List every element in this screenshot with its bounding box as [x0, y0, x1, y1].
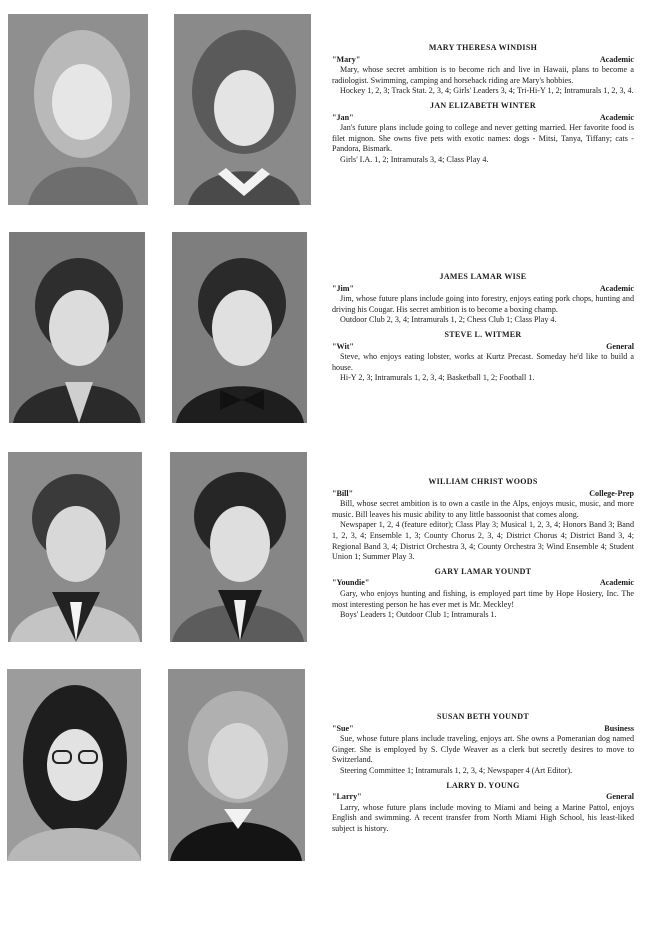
student-activities: Hockey 1, 2, 3; Track Stat. 2, 3, 4; Girls' Leaders 3, 4; Tri-Hi-Y 1, 2; Intramurals 1, 2, 3, 4.	[340, 86, 634, 96]
student-course: Academic	[599, 283, 634, 293]
nickname-course-line	[332, 578, 634, 589]
student-bio: Bill, whose secret ambition is to own a castle in the Alps, enjoys music, music, and more music. Bill leaves his music ability to any little bassoonist that comes along.	[332, 499, 634, 519]
student-nickname: "Wit"	[332, 341, 354, 351]
student-nickname: "Mary"	[332, 54, 361, 64]
student-bio: Jan's future plans include going to college and never getting married. Her favorite food is filet mignon. She owns five pets with exotic names: dogs - Mitsi, Tanya, Tiffany; cats - Pandora, Bismark.	[332, 123, 634, 154]
nickname-course-line	[332, 284, 634, 295]
portrait-jan-winter	[174, 14, 311, 205]
student-activities: Newspaper 1, 2, 4 (feature editor); Class Play 3; Musical 1, 2, 3, 4; Honors Band 3; Band 1, 2, 3, 4; Ensemble 1, 3; County Chorus 2, 3, 4; District Chorus 4; District Band 3, 4; Regional Band 3, 4; District Orchestra 3, 4; County Orchestra 3; Wind Ensemble 4; Student Union 1; Summer Play 3.	[332, 520, 634, 562]
student-nickname: "Jim"	[332, 283, 355, 293]
student-bio: Mary, whose secret ambition is to become rich and live in Hawaii, plans to become a radiologist. Swimming, camping and horseback riding are Mary's hobbies.	[332, 65, 634, 85]
nickname-course-line	[332, 792, 634, 803]
student-activities: Steering Committee 1; Intramurals 1, 2, 3, 4; Newspaper 4 (Art Editor).	[340, 765, 573, 775]
entries-row-1	[332, 43, 634, 170]
student-course: Academic	[599, 578, 634, 588]
nickname-course-line	[332, 724, 634, 735]
student-name: GARY LAMAR YOUNDT	[434, 566, 532, 576]
student-name: WILLIAM CHRIST WOODS	[428, 477, 538, 486]
entry-william-woods	[332, 477, 634, 563]
student-bio: Gary, who enjoys hunting and fishing, is employed part time by Hope Hosiery, Inc. The most interesting person he has ever met is Mr. Meckley!	[332, 588, 634, 609]
student-nickname: "Bill"	[332, 488, 354, 498]
entry-jan-winter	[332, 101, 634, 166]
student-activities: Outdoor Club 2, 3, 4; Intramurals 1, 2; Chess Club 1; Class Play 4.	[340, 315, 557, 325]
student-course: General	[606, 341, 634, 351]
student-nickname: "Larry"	[332, 792, 362, 802]
entry-gary-youndt	[332, 567, 634, 621]
student-nickname: "Youndie"	[332, 578, 370, 588]
portrait-james-wise	[9, 232, 145, 423]
student-bio: Larry, whose future plans include moving to Miami and being a Marine Pattol, enjoys English and swimming. A recent transfer from North Miami High School, his least-liked subject is history.	[332, 802, 634, 833]
student-name: SUSAN BETH YOUNDT	[437, 712, 529, 721]
entry-larry-young	[332, 781, 634, 835]
portrait-larry-young	[168, 669, 305, 861]
student-course: Academic	[599, 112, 634, 122]
portrait-susan-youndt	[7, 669, 141, 861]
student-activities: Boys' Leaders 1; Outdoor Club 1; Intramurals 1.	[340, 610, 497, 620]
entry-james-wise	[332, 272, 634, 326]
student-nickname: "Sue"	[332, 723, 354, 733]
portrait-steve-witmer	[172, 232, 307, 423]
portrait-gary-youndt	[170, 452, 307, 642]
student-bio: Sue, whose future plans include traveling, enjoys art. She owns a Pomeranian dog named Ginger. She is employed by S. Clyde Weaver as a clerk but secretly desires to move to Switzerland.	[332, 734, 634, 765]
student-name: LARRY D. YOUNG	[446, 780, 520, 790]
student-course: General	[606, 792, 634, 802]
nickname-course-line	[332, 113, 634, 124]
student-bio: Steve, who enjoys eating lobster, works at Kurtz Precast. Someday he'd like to build a house.	[332, 352, 634, 372]
student-name: JAN ELIZABETH WINTER	[430, 100, 536, 110]
nickname-course-line	[332, 342, 634, 353]
entry-mary-windish	[332, 43, 634, 97]
student-bio: Jim, whose future plans include going into forestry, enjoys eating pork chops, hunting and driving his Cougar. His secret ambition is to become a boxing champ.	[332, 294, 634, 314]
student-name: MARY THERESA WINDISH	[428, 43, 538, 52]
student-activities: Hi-Y 2, 3; Intramurals 1, 2, 3, 4; Basketball 1, 2; Football 1.	[340, 373, 535, 383]
student-course: Business	[604, 723, 634, 733]
entry-steve-witmer	[332, 330, 634, 384]
nickname-course-line	[332, 55, 634, 66]
student-name: JAMES LAMAR WISE	[439, 272, 527, 281]
entries-row-4	[332, 712, 634, 839]
nickname-course-line	[332, 489, 634, 500]
entries-row-2	[332, 272, 634, 388]
student-nickname: "Jan"	[332, 112, 354, 122]
portrait-mary-windish	[8, 14, 148, 205]
portrait-william-woods	[8, 452, 142, 642]
entries-row-3	[332, 477, 634, 625]
student-activities: Girls' I.A. 1, 2; Intramurals 3, 4; Class Play 4.	[340, 154, 489, 164]
student-course: College-Prep	[589, 488, 634, 498]
student-course: Academic	[599, 54, 634, 64]
entry-susan-youndt	[332, 712, 634, 777]
student-name: STEVE L. WITMER	[444, 329, 522, 339]
